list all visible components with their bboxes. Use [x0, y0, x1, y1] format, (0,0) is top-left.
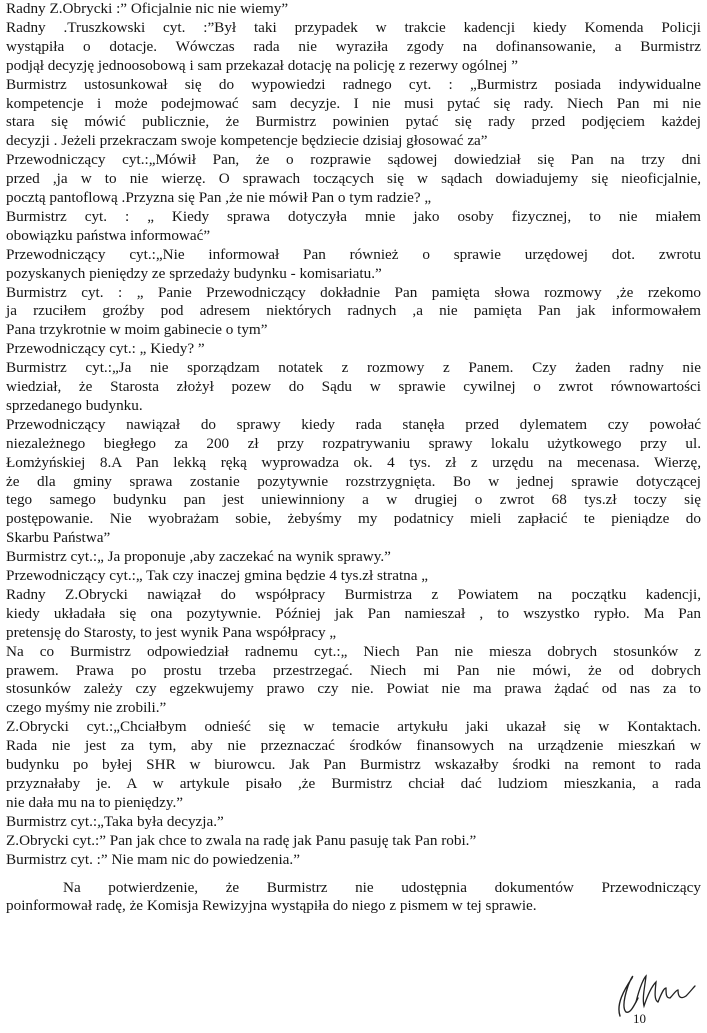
text-line: stara się mówić publicznie, że Burmistrz powinien pytać się rady przed podjęciem każdej: [6, 113, 701, 131]
text-line: Pana trzykrotnie w moim gabinecie o tym”: [6, 321, 268, 339]
text-line: że dla gminy sprawa zostanie pozytywnie rozstrzygnięta. Bo w jednej sprawie dotyczącej: [6, 472, 701, 490]
text-line: Przewodniczący nawiązał do sprawy kiedy rada stanęła przed dylematem czy powołać: [6, 415, 701, 433]
text-line: Na co Burmistrz odpowiedział radnemu cyt.:„ Niech Pan nie miesza dobrych stosunków z: [6, 642, 701, 660]
text-line: przed ,ja w to nie wierzę. O sprawach toczących się w sądach dowiadujemy się nieoficjalnie,: [6, 170, 701, 188]
text-line: Burmistrz cyt.:„ Ja proponuje ,aby zaczekać na wynik sprawy.”: [6, 548, 391, 566]
text-line: Burmistrz cyt. : „ Kiedy sprawa dotyczyła mnie jako osoby fizycznej, to nie miałem: [6, 207, 701, 225]
text-line: Z.Obrycki cyt.:” Pan jak chce to zwala na radę jak Panu pasuję tak Pan robi.”: [6, 831, 477, 849]
text-line: Burmistrz cyt. :” Nie mam nic do powiedzenia.”: [6, 850, 300, 868]
text-line: Burmistrz cyt. : „ Panie Przewodniczący dokładnie Pan pamięta słowa rozmowy ,że rzekomo: [6, 283, 701, 301]
text-line: niezależnego biegłego za 200 zł przy rozpatrywaniu sprawy lokalu użytkowego przy ul.: [6, 434, 701, 452]
text-line: prawem. Prawa po prostu trzeba przestrzegać. Niech mi Pan nie mówi, że od dobrych: [6, 661, 701, 679]
text-line: Przewodniczący cyt.: „ Kiedy? ”: [6, 340, 205, 358]
text-line: Burmistrz ustosunkował się do wypowiedzi radnego cyt. : „Burmistrz posiada indywidualne: [6, 75, 701, 93]
text-line: Skarbu Państwa”: [6, 529, 111, 547]
text-line: wiedział, że Starosta złożył pozew do Sądu w sprawie cywilnej o zwrot równowartości: [6, 378, 701, 395]
text-line: pretensję do Starosty, to jest wynik Pana współpracy „: [6, 623, 337, 641]
text-line: Przewodniczący cyt.:„ Tak czy inaczej gmina będzie 4 tys.zł stratna „: [6, 567, 429, 584]
text-line: Z.Obrycki cyt.:„Chciałbym odnieść się w temacie artykułu jaki ukazał się w Kontaktach.: [6, 718, 701, 736]
text-line: Radny Z.Obrycki :” Oficjalnie nic nie wiemy”: [6, 0, 289, 17]
text-line: sprzedanego budynku.: [6, 396, 143, 414]
page-number: 10: [633, 1011, 646, 1026]
text-line: Burmistrz cyt.:„Taka była decyzja.”: [6, 812, 224, 830]
text-line: przyznałaby je. A w artykule pisało ,że Burmistrz chciał dać ludziom mieszkania, a rada: [6, 774, 701, 792]
text-line: tego samego budynku pan jest uniewinniony a w drugiej o zwrot 68 tys.zł toczy się: [6, 491, 701, 509]
text-line: pozyskanych pieniędzy ze sprzedaży budynku - komisariatu.”: [6, 264, 382, 282]
text-line: stosunków zależy czy egzekwujemy prawo czy nie. Powiat nie ma prawa żądać od nas za to: [6, 680, 701, 698]
text-line: Przewodniczący cyt.:„Nie informował Pan również o sprawie urzędowej dot. zwrotu: [6, 245, 701, 263]
text-line: Radny .Truszkowski cyt. :”Był taki przypadek w trakcie kadencji kiedy Komenda Policji: [6, 18, 701, 36]
handwritten-signature: [598, 968, 698, 1018]
text-line: Radny Z.Obrycki nawiązał do współpracy Burmistrza z Powiatem na początku kadencji,: [6, 585, 701, 603]
text-line: obowiązku państwa informować”: [6, 226, 211, 244]
text-line: Łomżyńskiej 8.A Pan lekką ręką wyprowadza ok. 4 tys. zł z urzędu na mecenasa. Wierzę,: [6, 453, 701, 471]
text-line: Na potwierdzenie, że Burmistrz nie udostępnia dokumentów Przewodniczący: [63, 879, 701, 897]
text-line: ja rzuciłem groźby pod adresem niektórych radnych ,a nie pamięta Pan jak informowałem: [6, 302, 701, 320]
text-line: Przewodniczący cyt.:„Mówił Pan, że o rozprawie sądowej dowiedział się Pan na trzy dni: [6, 151, 701, 169]
text-line: Rada nie jest za tym, aby nie przeznaczać środków finansowych na urządzenie mieszkań w: [6, 737, 701, 755]
text-line: Burmistrz cyt.:„Ja nie sporządzam notatek z rozmowy z Panem. Czy żaden radny nie: [6, 359, 701, 377]
text-line: poinformował radę, że Komisja Rewizyjna wystąpiła do niego z pismem w tej sprawie.: [6, 897, 537, 915]
text-line: kiedy układała się ona pozytywnie. Później jak Pan namieszał , to wszystko rypło. Ma Pan: [6, 604, 701, 622]
text-line: pocztą pantoflową .Przyzna się Pan ,że nie mówił Pan o tym radzie? „: [6, 189, 432, 206]
text-line: nie dała mu na to pieniędzy.”: [6, 793, 183, 811]
text-line: budynku po byłej SHR w biurowcu. Jak Pan Burmistrz wskazałby środki na remont to rada: [6, 756, 701, 773]
text-line: kompetencje i może podejmować sam decyzje. I nie musi pytać się rady. Niech Pan mi nie: [6, 94, 701, 112]
text-line: decyzji . Jeżeli przekraczam swoje kompetencje będziecie dzisiaj głosować za”: [6, 132, 488, 150]
text-line: wystąpiła o dotacje. Wówczas rada nie wyraziła zgody na dofinansowanie, a Burmistrz: [6, 37, 701, 55]
text-line: czego myśmy nie zrobili.”: [6, 699, 167, 717]
text-line: podjął decyzję jednoosobową i sam przekazał dotację na policję z rezerwy ogólnej ”: [6, 56, 518, 74]
text-line: postępowanie. Nie wyobrażam sobie, żebyśmy my podatnicy mieli zapłacić te pieniądze do: [6, 510, 701, 528]
